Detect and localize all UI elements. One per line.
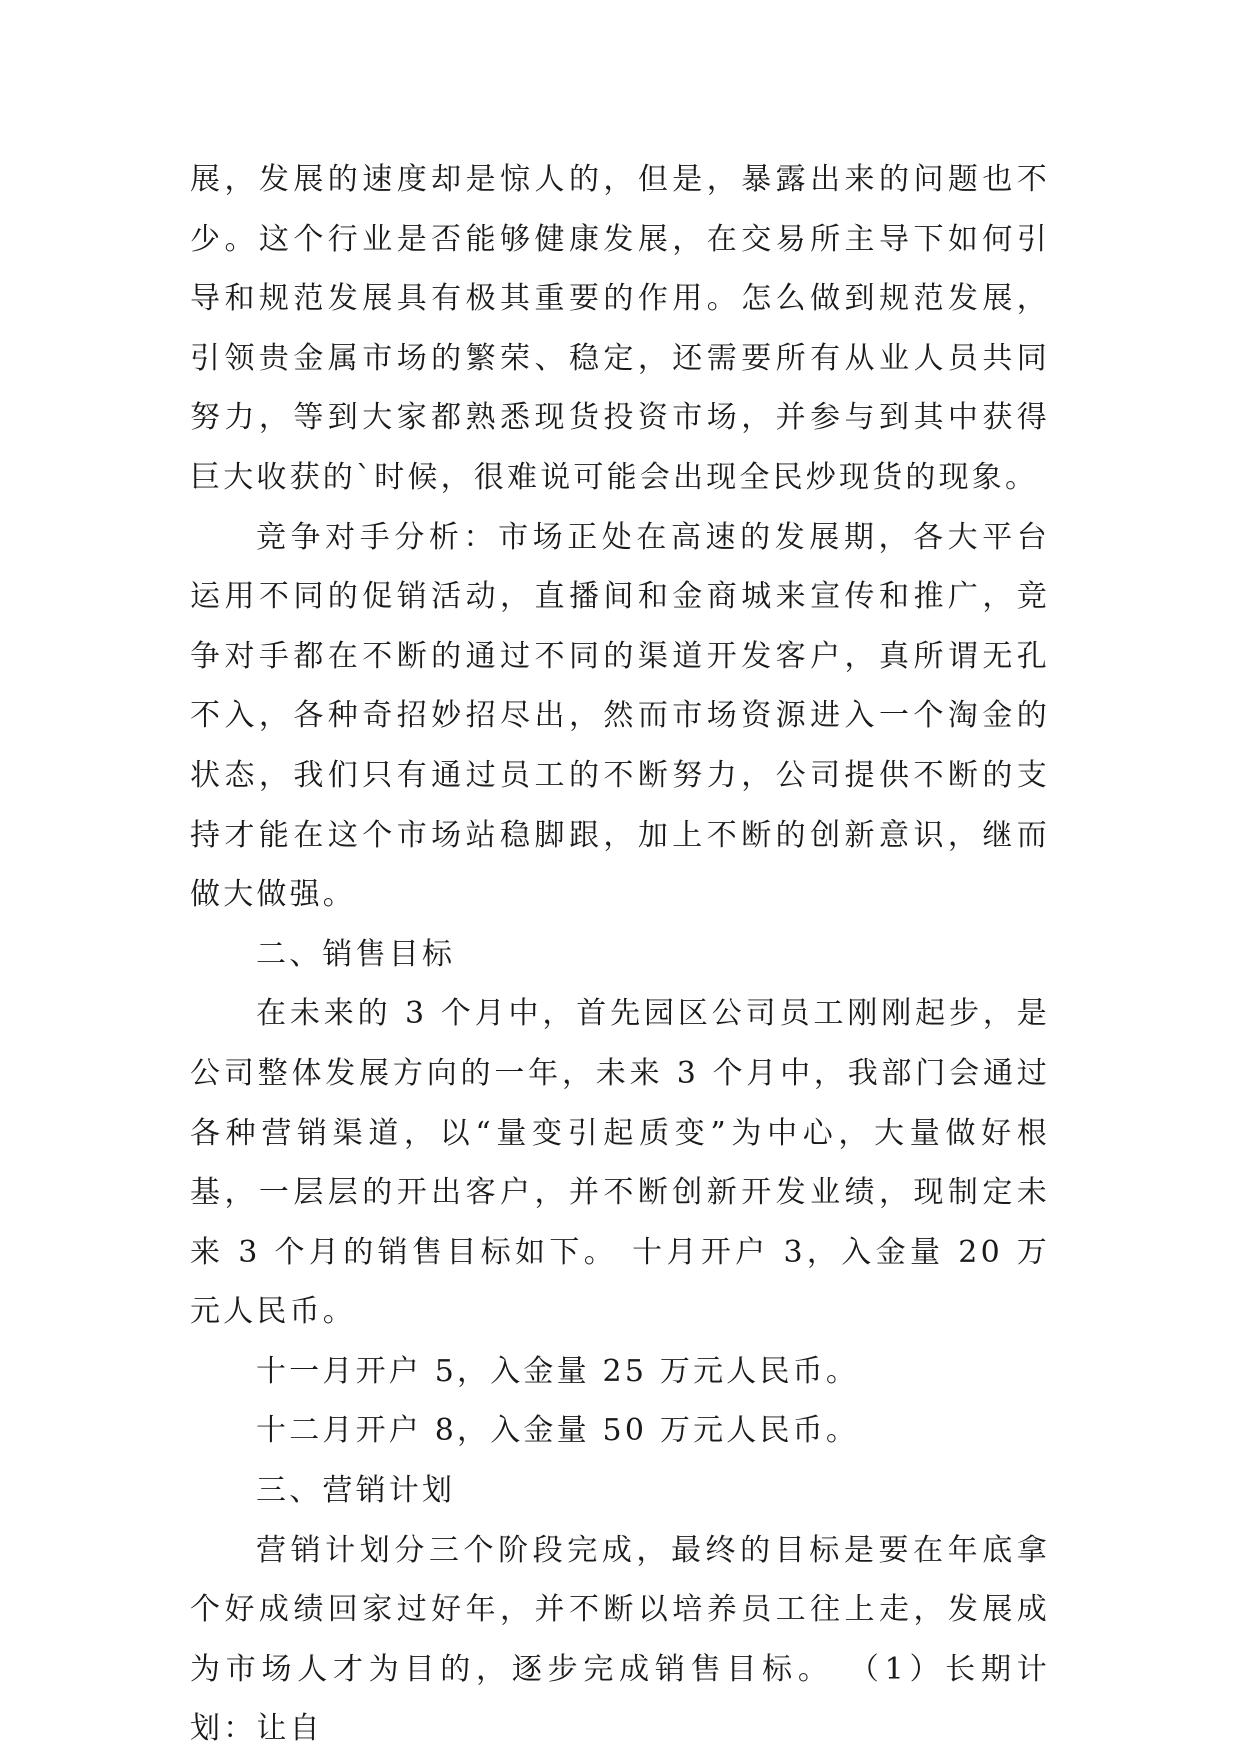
paragraph-december-target: 十二月开户 8，入金量 50 万元人民币。 — [256, 1413, 860, 1449]
paragraph-competitor-analysis: 竞争对手分析：市场正处在高速的发展期，各大平台运用不同的促销活动，直播间和金商城来宣传和推广，竞争对手都在不断的通过不同的渠道开发客户，真所谓无孔不入，各种奇招妙招尽出，然而市场资源进入一个淘金的状态，我们只有通过员工的不断努力，公司提供不断的支持才能在这个市场站稳脚跟，加上不断的创新意识，继而做大做强。 — [190, 519, 1050, 913]
section-heading-marketing-plan: 三、营销计划 — [256, 1473, 456, 1509]
section-heading-sales-target: 二、销售目标 — [256, 936, 456, 972]
document-body — [190, 150, 1050, 1759]
paragraph-november-target: 十一月开户 5，入金量 25 万元人民币。 — [256, 1353, 860, 1389]
paragraph-market-development: 展，发展的速度却是惊人的，但是，暴露出来的问题也不少。这个行业是否能够健康发展，在交易所主导下如何引导和规范发展具有极其重要的作用。怎么做到规范发展，引领贵金属市场的繁荣、稳定，还需要所有从业人员共同努力，等到大家都熟悉现货投资市场，并参与到其中获得巨大收获的`时候，很难说可能会出现全民炒现货的现象。 — [190, 162, 1050, 495]
paragraph-sales-target: 在未来的 3 个月中，首先园区公司员工刚刚起步，是公司整体发展方向的一年，未来 3 个月中，我部门会通过各种营销渠道，以“量变引起质变”为中心，大量做好根基，一层层的开出客户，并不断创新开发业绩，现制定未来 3 个月的销售目标如下。 十月开户 3，入金量 20 万元人民币。 — [190, 996, 1050, 1330]
paragraph-marketing-plan: 营销计划分三个阶段完成，最终的目标是要在年底拿个好成绩回家过好年，并不断以培养员工往上走，发展成为市场人才为目的，逐步完成销售目标。 （1）长期计划：让自 — [190, 1532, 1050, 1747]
